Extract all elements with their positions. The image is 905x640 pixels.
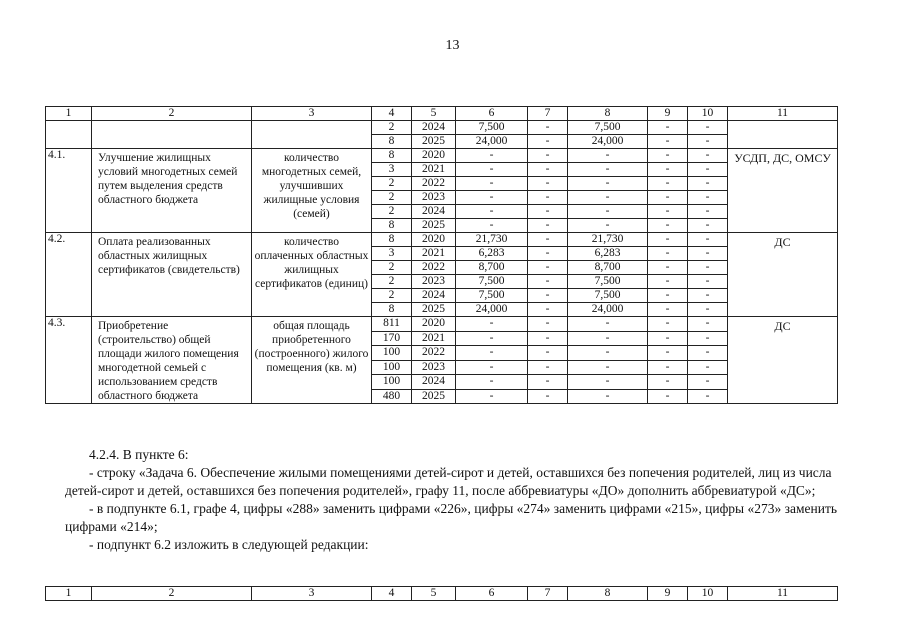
cell-c6: 21,730 xyxy=(456,233,528,247)
cell-c7: - xyxy=(528,375,568,390)
column-number-5: 5 xyxy=(412,107,456,121)
cell-c8: - xyxy=(568,191,648,205)
header-row xyxy=(46,107,838,121)
empty-cell xyxy=(252,121,372,149)
cell-c6: 24,000 xyxy=(456,303,528,317)
cell-c7: - xyxy=(528,219,568,233)
cell-c9: - xyxy=(648,331,688,346)
column-number-11: 11 xyxy=(728,107,838,121)
cell-c8: - xyxy=(568,149,648,163)
cell-c8: 8,700 xyxy=(568,261,648,275)
cell-c7: - xyxy=(528,275,568,289)
cell-c9: - xyxy=(648,346,688,361)
cell-c6: 7,500 xyxy=(456,121,528,135)
cell-c9: - xyxy=(648,289,688,303)
cell-c9: - xyxy=(648,317,688,332)
column-number-3: 3 xyxy=(252,107,372,121)
cell-c9: - xyxy=(648,360,688,375)
column-number-4: 4 xyxy=(372,107,412,121)
table-row xyxy=(46,121,838,135)
cell-c9: - xyxy=(648,375,688,390)
cell-c4: 8 xyxy=(372,149,412,163)
section-indicator: количество многодетных семей, улучшивших жилищные условия (семей) xyxy=(252,149,372,233)
cell-c5: 2023 xyxy=(412,191,456,205)
column-number-6: 6 xyxy=(456,587,528,601)
cell-c4: 100 xyxy=(372,360,412,375)
cell-c4: 170 xyxy=(372,331,412,346)
column-number-8: 8 xyxy=(568,587,648,601)
cell-c10: - xyxy=(688,135,728,149)
cell-c4: 2 xyxy=(372,275,412,289)
cell-c5: 2025 xyxy=(412,389,456,404)
cell-c10: - xyxy=(688,261,728,275)
cell-c9: - xyxy=(648,177,688,191)
header-row xyxy=(46,587,838,601)
page-number: 13 xyxy=(445,38,460,53)
column-number-2: 2 xyxy=(92,107,252,121)
section-number: 4.3. xyxy=(46,317,92,404)
cell-c8: 24,000 xyxy=(568,135,648,149)
cell-c7: - xyxy=(528,346,568,361)
cell-c8: - xyxy=(568,163,648,177)
paragraph-1: 4.2.4. В пункте 6: xyxy=(89,447,189,462)
cell-c4: 811 xyxy=(372,317,412,332)
cell-c4: 100 xyxy=(372,375,412,390)
cell-c10: - xyxy=(688,247,728,261)
cell-c10: - xyxy=(688,389,728,404)
column-number-1: 1 xyxy=(46,587,92,601)
cell-c5: 2024 xyxy=(412,289,456,303)
cell-c4: 8 xyxy=(372,233,412,247)
cell-c5: 2025 xyxy=(412,135,456,149)
cell-c8: - xyxy=(568,360,648,375)
cell-c5: 2022 xyxy=(412,346,456,361)
cell-c5: 2023 xyxy=(412,275,456,289)
section-name: Улучшение жилищных условий многодетных семей путем выделения средств областного бюджета xyxy=(92,149,252,233)
cell-c4: 8 xyxy=(372,219,412,233)
cell-c4: 2 xyxy=(372,191,412,205)
cell-c9: - xyxy=(648,275,688,289)
cell-c8: 7,500 xyxy=(568,121,648,135)
section-indicator: общая площадь приобретенного (построенного) жилого помещения (кв. м) xyxy=(252,317,372,404)
cell-c7: - xyxy=(528,389,568,404)
table-row xyxy=(46,317,838,332)
amendment-text xyxy=(65,446,845,554)
cell-c8: - xyxy=(568,205,648,219)
cell-c4: 3 xyxy=(372,163,412,177)
section-responsible: ДС xyxy=(728,317,838,404)
column-number-2: 2 xyxy=(92,587,252,601)
cell-c6: 7,500 xyxy=(456,275,528,289)
cell-c8: - xyxy=(568,177,648,191)
cell-c7: - xyxy=(528,261,568,275)
cell-c6: - xyxy=(456,219,528,233)
cell-c7: - xyxy=(528,247,568,261)
section-name: Приобретение (строительство) общей площади жилого помещения многодетной семьей с использованием средств областного бюджета xyxy=(92,317,252,404)
cell-c7: - xyxy=(528,233,568,247)
cell-c10: - xyxy=(688,275,728,289)
cell-c5: 2023 xyxy=(412,360,456,375)
column-number-11: 11 xyxy=(728,587,838,601)
cell-c10: - xyxy=(688,121,728,135)
cell-c4: 2 xyxy=(372,177,412,191)
cell-c9: - xyxy=(648,135,688,149)
column-number-7: 7 xyxy=(528,107,568,121)
empty-cell xyxy=(46,121,92,149)
paragraph-2: - строку «Задача 6. Обеспечение жилыми помещениями детей-сирот и детей, оставшихся без попечения родителей, лиц из числа детей-сирот и детей, оставшихся без попечения родителей», графу 11, после аббревиатуры «ДО» дополнить аббревиатурой «ДС»; xyxy=(65,465,832,498)
section-indicator: количество оплаченных областных жилищных сертификатов (единиц) xyxy=(252,233,372,317)
cell-c8: - xyxy=(568,389,648,404)
cell-c10: - xyxy=(688,360,728,375)
cell-c5: 2021 xyxy=(412,163,456,177)
column-number-1: 1 xyxy=(46,107,92,121)
cell-c7: - xyxy=(528,121,568,135)
cell-c4: 8 xyxy=(372,135,412,149)
cell-c10: - xyxy=(688,331,728,346)
cell-c6: 6,283 xyxy=(456,247,528,261)
cell-c9: - xyxy=(648,191,688,205)
cell-c8: 21,730 xyxy=(568,233,648,247)
cell-c5: 2024 xyxy=(412,205,456,219)
table-row xyxy=(46,233,838,247)
section-responsible: ДС xyxy=(728,233,838,317)
section-number: 4.2. xyxy=(46,233,92,317)
cell-c5: 2022 xyxy=(412,177,456,191)
cell-c6: 8,700 xyxy=(456,261,528,275)
cell-c5: 2020 xyxy=(412,149,456,163)
cell-c9: - xyxy=(648,389,688,404)
cell-c10: - xyxy=(688,346,728,361)
cell-c9: - xyxy=(648,233,688,247)
cell-c4: 2 xyxy=(372,289,412,303)
cell-c6: - xyxy=(456,317,528,332)
cell-c5: 2025 xyxy=(412,219,456,233)
cell-c10: - xyxy=(688,233,728,247)
cell-c6: - xyxy=(456,163,528,177)
cell-c10: - xyxy=(688,303,728,317)
cell-c7: - xyxy=(528,191,568,205)
cell-c9: - xyxy=(648,163,688,177)
cell-c7: - xyxy=(528,163,568,177)
cell-c10: - xyxy=(688,191,728,205)
paragraph-4: - подпункт 6.2 изложить в следующей редакции: xyxy=(89,537,369,552)
cell-c7: - xyxy=(528,205,568,219)
cell-c9: - xyxy=(648,149,688,163)
cell-c8: - xyxy=(568,317,648,332)
cell-c8: 24,000 xyxy=(568,303,648,317)
cell-c5: 2022 xyxy=(412,261,456,275)
section-responsible: УСДП, ДС, ОМСУ xyxy=(728,149,838,233)
cell-c9: - xyxy=(648,303,688,317)
table-row xyxy=(46,149,838,163)
cell-c7: - xyxy=(528,360,568,375)
column-number-10: 10 xyxy=(688,587,728,601)
cell-c8: - xyxy=(568,375,648,390)
cell-c6: - xyxy=(456,346,528,361)
cell-c5: 2025 xyxy=(412,303,456,317)
cell-c6: - xyxy=(456,149,528,163)
cell-c7: - xyxy=(528,177,568,191)
cell-c4: 8 xyxy=(372,303,412,317)
cell-c5: 2020 xyxy=(412,317,456,332)
cell-c8: 7,500 xyxy=(568,275,648,289)
cell-c8: - xyxy=(568,346,648,361)
column-number-7: 7 xyxy=(528,587,568,601)
column-number-3: 3 xyxy=(252,587,372,601)
cell-c4: 2 xyxy=(372,205,412,219)
empty-cell xyxy=(728,121,838,149)
cell-c8: - xyxy=(568,219,648,233)
cell-c5: 2021 xyxy=(412,331,456,346)
cell-c5: 2021 xyxy=(412,247,456,261)
cell-c7: - xyxy=(528,317,568,332)
cell-c8: 6,283 xyxy=(568,247,648,261)
cell-c6: - xyxy=(456,205,528,219)
cell-c4: 2 xyxy=(372,261,412,275)
cell-c9: - xyxy=(648,205,688,219)
cell-c9: - xyxy=(648,219,688,233)
cell-c8: 7,500 xyxy=(568,289,648,303)
cell-c9: - xyxy=(648,261,688,275)
bottom-table-header xyxy=(45,586,838,601)
cell-c6: - xyxy=(456,360,528,375)
cell-c4: 480 xyxy=(372,389,412,404)
cell-c10: - xyxy=(688,149,728,163)
cell-c6: - xyxy=(456,191,528,205)
cell-c6: - xyxy=(456,375,528,390)
cell-c8: - xyxy=(568,331,648,346)
main-table xyxy=(45,106,838,404)
paragraph-3: - в подпункте 6.1, графе 4, цифры «288» заменить цифрами «226», цифры «274» заменить цифрами «215», цифры «273» заменить цифрами «214»; xyxy=(65,501,837,534)
cell-c6: - xyxy=(456,389,528,404)
cell-c10: - xyxy=(688,177,728,191)
cell-c4: 2 xyxy=(372,121,412,135)
cell-c10: - xyxy=(688,289,728,303)
cell-c10: - xyxy=(688,163,728,177)
column-number-6: 6 xyxy=(456,107,528,121)
section-name: Оплата реализованных областных жилищных сертификатов (свидетельств) xyxy=(92,233,252,317)
column-number-9: 9 xyxy=(648,587,688,601)
cell-c10: - xyxy=(688,219,728,233)
cell-c10: - xyxy=(688,317,728,332)
cell-c10: - xyxy=(688,375,728,390)
cell-c7: - xyxy=(528,135,568,149)
cell-c6: - xyxy=(456,177,528,191)
cell-c9: - xyxy=(648,247,688,261)
cell-c7: - xyxy=(528,303,568,317)
column-number-8: 8 xyxy=(568,107,648,121)
section-number: 4.1. xyxy=(46,149,92,233)
column-number-5: 5 xyxy=(412,587,456,601)
cell-c10: - xyxy=(688,205,728,219)
cell-c7: - xyxy=(528,149,568,163)
column-number-4: 4 xyxy=(372,587,412,601)
column-number-9: 9 xyxy=(648,107,688,121)
cell-c7: - xyxy=(528,331,568,346)
empty-cell xyxy=(92,121,252,149)
cell-c6: 7,500 xyxy=(456,289,528,303)
cell-c6: 24,000 xyxy=(456,135,528,149)
cell-c4: 100 xyxy=(372,346,412,361)
cell-c9: - xyxy=(648,121,688,135)
cell-c6: - xyxy=(456,331,528,346)
cell-c5: 2024 xyxy=(412,375,456,390)
column-number-10: 10 xyxy=(688,107,728,121)
cell-c5: 2024 xyxy=(412,121,456,135)
cell-c5: 2020 xyxy=(412,233,456,247)
cell-c7: - xyxy=(528,289,568,303)
cell-c4: 3 xyxy=(372,247,412,261)
